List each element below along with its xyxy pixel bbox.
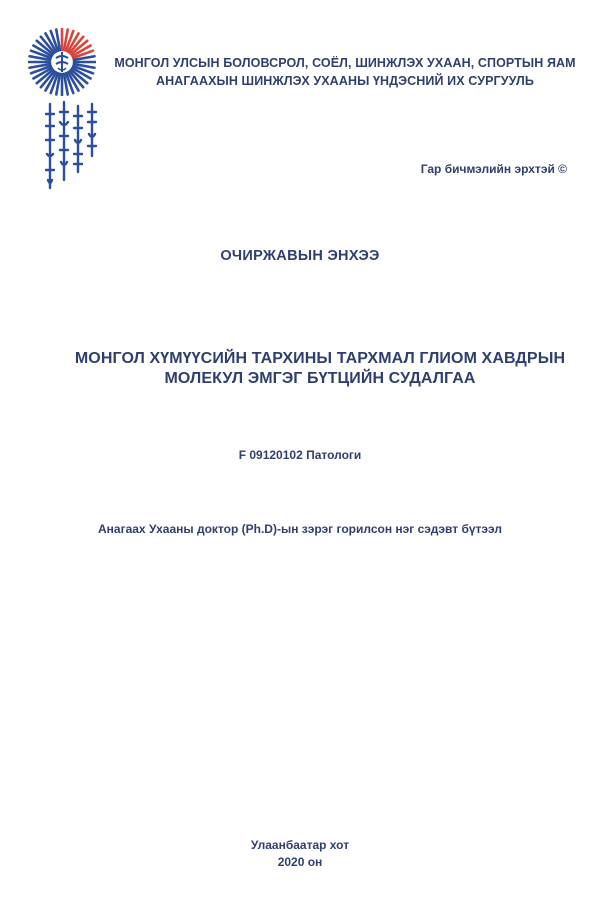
manuscript-rights-note: Гар бичмэлийн эрхтэй © — [420, 162, 567, 176]
degree-statement: Анагаах Ухааны доктор (Ph.D)-ын зэрэг горилсон нэг сэдэвт бүтээл — [98, 522, 502, 536]
thesis-title-line-1: МОНГОЛ ХҮМҮҮСИЙН ТАРХИНЫ ТАРХМАЛ ГЛИОМ ХАВДРЫН — [74, 350, 566, 367]
university-logo — [28, 28, 96, 96]
year: 2020 он — [277, 855, 323, 869]
mongolian-script-logo — [40, 100, 104, 196]
specialty-code: F 09120102 Патологи — [238, 448, 362, 462]
author-name: ОЧИРЖАВЫН ЭНХЭЭ — [220, 248, 380, 264]
ministry-name: МОНГОЛ УЛСЫН БОЛОВСРОЛ, СОЁЛ, ШИНЖЛЭХ УХААН, СПОРТЫН ЯАМ — [114, 56, 576, 70]
thesis-title-line-2: МОЛЕКУЛ ЭМГЭГ БҮТЦИЙН СУДАЛГАА — [164, 370, 476, 387]
city: Улаанбаатар хот — [250, 838, 350, 852]
university-name: АНАГААХЫН ШИНЖЛЭХ УХААНЫ ҮНДЭСНИЙ ИХ СУРГУУЛЬ — [156, 74, 534, 88]
